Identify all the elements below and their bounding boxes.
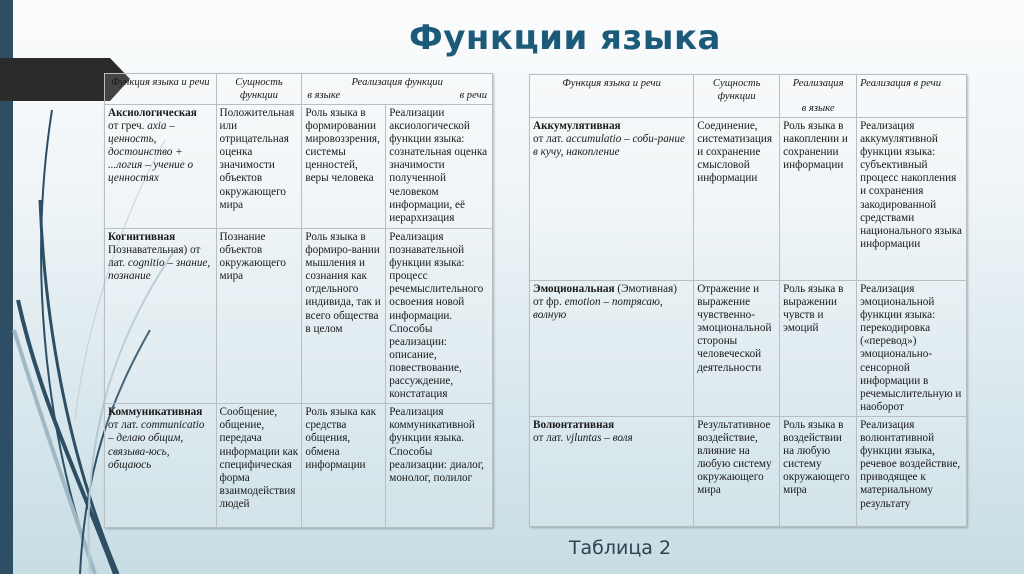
function-cell (530, 281, 694, 417)
table-caption: Таблица 2 (568, 537, 672, 559)
origin-prefix: от греч. (108, 120, 145, 133)
origin-prefix: Познавательная) от лат. (108, 244, 201, 270)
header-in-speech: в речи (459, 90, 487, 101)
speech-cell: Реализация аккумулятивной функции языка: субъективный процесс накопления и сохранения закодированной средствами национального языка информации (857, 118, 967, 281)
essence-cell: Познание объектов окружающего мира (216, 229, 302, 404)
language-cell: Роль языка в формировании мировоззрения, системы ценностей, веры человека (302, 105, 386, 229)
function-cell (530, 118, 694, 281)
speech-cell: Реализация эмоциональной функции языка: перекодировка («перевод») эмоционально-сенсорной информации в речемыслительную и наоборот (857, 281, 967, 417)
header-in-language: в языке (801, 103, 835, 114)
function-cell (105, 404, 217, 528)
origin-prefix: от лат. (533, 133, 564, 146)
header-essence: Сущность функции (694, 75, 780, 118)
functions-table-right (529, 74, 967, 527)
essence-cell: Положительная или отрицательная оценка значимости объектов окружающего мира (216, 105, 302, 229)
slide-title: Функции языка (409, 18, 721, 58)
language-cell: Роль языка в воздействии на любую систему окружающего мира (780, 416, 857, 526)
origin-word: communicatio (141, 419, 205, 432)
header-realization-title: Реализация (792, 78, 844, 89)
speech-cell: Реализации аксиологической функции языка: сознательная оценка значимости полученной человеком информации, её иерархизация (386, 105, 493, 229)
origin-meaning: – делаю общим, связыва-юсь, общаюсь (108, 432, 184, 471)
origin-word: emotion (564, 296, 601, 309)
function-cell (105, 105, 217, 229)
speech-cell: Реализация познавательной функции языка: процесс речемыслительного освоения новой информации. Способы реализации: описание, повествование, рассуждение, констатация (386, 229, 493, 404)
table-header-row (105, 74, 493, 105)
essence-cell: Соединение, систематизация и сохранение смысловой информации (694, 118, 780, 281)
function-name: Аккумулятивная (533, 120, 621, 132)
function-alt-name: (Эмотивная) (614, 283, 677, 295)
header-realization (302, 74, 493, 105)
header-in-language: в языке (307, 90, 341, 101)
table-row (530, 118, 967, 281)
origin-prefix: от лат. (533, 432, 564, 445)
essence-cell: Сообщение, общение, передача информации как специфическая форма взаимодействия людей (216, 404, 302, 528)
origin-word: accumulatio (566, 133, 622, 146)
table-row (105, 229, 493, 404)
essence-cell: Результативное воздействие, влияние на любую систему окружающего мира (694, 416, 780, 526)
header-realization-title: Реализация функции (351, 77, 443, 88)
language-cell: Роль языка в выражении чувств и эмоций (780, 281, 857, 417)
speech-cell: Реализация коммуникативной функции языка. Способы реализации: диалог, монолог, полилог (386, 404, 493, 528)
function-cell (530, 416, 694, 526)
origin-word: axia (147, 120, 167, 133)
header-function: Функция языка и речи (105, 74, 217, 105)
essence-cell: Отражение и выражение чувственно-эмоциональной стороны человеческой деятельности (694, 281, 780, 417)
table-row (105, 105, 493, 229)
table-row (530, 416, 967, 526)
origin-meaning: – ценность, достоинство + ...логия – учение о ценностях (108, 120, 194, 185)
origin-meaning: – знание, познание (108, 257, 211, 283)
origin-prefix: от лат. (108, 419, 139, 432)
origin-meaning: – соби-рание в кучу, накопление (533, 133, 685, 159)
origin-meaning: – воля (604, 432, 633, 445)
functions-table-left (104, 73, 493, 528)
language-cell: Роль языка как средства общения, обмена информации (302, 404, 386, 528)
header-realization-language (780, 75, 857, 118)
table-row (105, 404, 493, 528)
function-name: Аксиологическая (108, 107, 197, 119)
function-name: Когнитивная (108, 231, 176, 243)
language-cell: Роль языка в накоплении и сохранении информации (780, 118, 857, 281)
table-header-row (530, 75, 967, 118)
table-row (530, 281, 967, 417)
origin-word: vjluntas (566, 432, 602, 445)
origin-word: cognitio (127, 257, 165, 270)
language-cell: Роль языка в формиро-вании мышления и сознания как отдельного индивида, так и всего общества в целом (302, 229, 386, 404)
function-name: Эмоциональная (533, 283, 615, 295)
origin-prefix: от фр. (533, 296, 562, 309)
function-name: Волюнтативная (533, 418, 615, 431)
function-cell (105, 229, 217, 404)
function-name: Коммуникативная (108, 406, 203, 419)
header-function: Функция языка и речи (530, 75, 694, 118)
header-realization-speech: Реализация в речи (857, 75, 967, 118)
speech-cell: Реализация волюнтативной функции языка, речевое воздействие, приводящее к материальному результату (857, 416, 967, 526)
origin-meaning: – потрясаю, волную (533, 296, 663, 322)
header-essence: Сущность функции (216, 74, 302, 105)
